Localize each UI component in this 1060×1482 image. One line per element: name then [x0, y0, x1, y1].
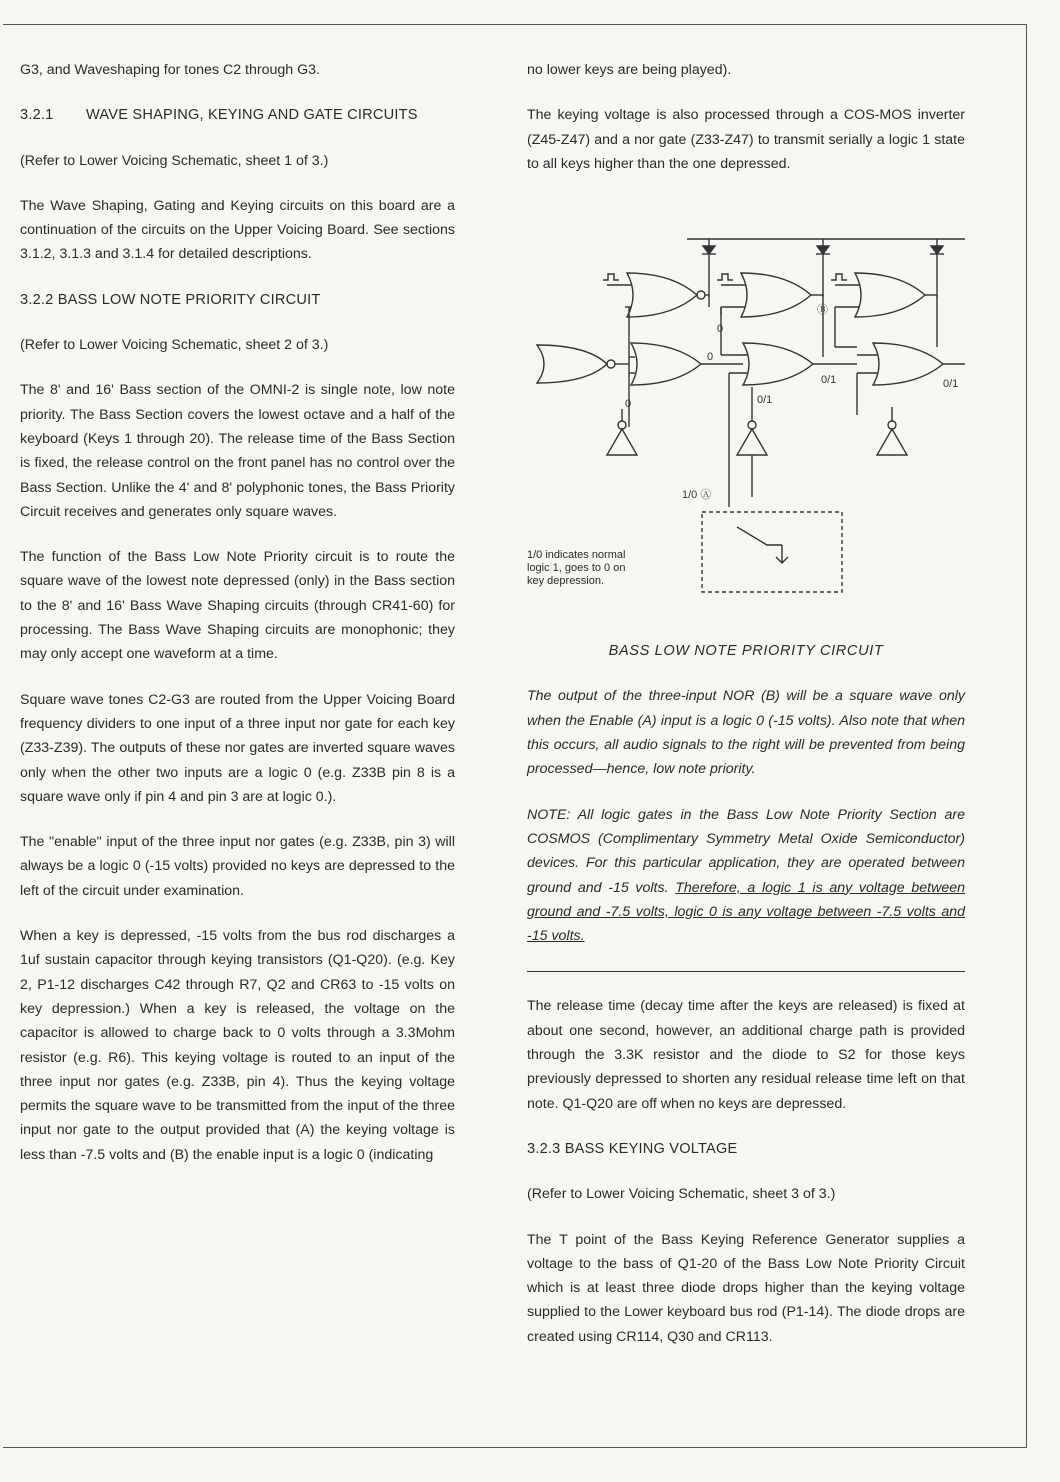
- arrow-icon: [776, 545, 788, 563]
- figure-caption: BASS LOW NOTE PRIORITY CIRCUIT: [608, 643, 884, 660]
- italic-paragraph: The output of the three-input NOR (B) will be a square wave only when the Enable (A) input is a logic 0 (-15 volts). Also note that when this occurs, all audio signals to the right will be prevented from being processed—hence, low note priority.: [527, 688, 965, 778]
- divider: [527, 969, 965, 972]
- paragraph: The function of the Bass Low Note Priority circuit is to route the square wave of the lowest note depressed (only) in the Bass section to the 8' and 16' Bass Wave Shaping circuits (through CR41-60) for processing. The Bass Wave Shaping circuits are monophonic; they may only accept one waveform at a time.: [20, 549, 455, 663]
- inverter-gate-icon: [537, 345, 629, 383]
- paragraph: (Refer to Lower Voicing Schematic, sheet 3 of 3.): [527, 1186, 836, 1203]
- diode-icon: [930, 239, 944, 297]
- right-column: [527, 58, 965, 1370]
- paragraph: When a key is depressed, -15 volts from the bus rod discharges a 1uf sustain capacitor through keying transistors (Q1-Q20). (e.g. Key 2, P1-12 discharges C42 through R7, Q2 and CR63 to -15 volts on key depression.) When a key is released, the voltage on the capacitor is allowed to charge back to 0 volts through a 3.3Mohm resistor (e.g. R6). This keying voltage is routed to an input of the three input nor gates (e.g. Z33B, pin 4). Thus the keying voltage permits the square wave to be transmitted from the input of the three input nor gate to the output provided that (A) the keying voltage is less than -7.5 volts and (B) the enable input is a logic 0 (indicating: [20, 928, 455, 1163]
- nor-gate-icon: [721, 273, 823, 317]
- section-heading-3-2-2: 3.2.2 BASS LOW NOTE PRIORITY CIRCUIT: [20, 291, 321, 308]
- paragraph: (Refer to Lower Voicing Schematic, sheet 2 of 3.): [20, 337, 329, 354]
- paragraph: Square wave tones C2-G3 are routed from the Upper Voicing Board frequency dividers to one input of a three input nor gate for each key (Z33-Z39). The outputs of these nor gates are inverted square waves only when the other two inputs are a logic 0 (e.g. Z33B pin 8 is a square wave only if pin 4 and pin 3 are at logic 0.).: [20, 691, 455, 805]
- diagram-note: [527, 549, 687, 588]
- square-wave-icon: [831, 274, 847, 280]
- nor-gate-icon: [629, 307, 743, 427]
- paragraph: The "enable" input of the three input nor gates (e.g. Z33B, pin 3) will always be a logic 0 (-15 volts) provided no keys are depressed to the left of the circuit under examination.: [20, 834, 455, 899]
- section-heading-3-2-1: [20, 103, 455, 127]
- nor-gate-icon: [835, 273, 937, 317]
- nor-gate-icon: [607, 273, 709, 317]
- node-label: 0/1: [943, 378, 959, 391]
- node-label: 0: [625, 398, 632, 411]
- square-wave-icon: [717, 274, 733, 280]
- diagram-note-line: 1/0 indicates normal: [527, 549, 626, 562]
- nor-gate-icon: [835, 295, 965, 385]
- note-text: NOTE: All logic gates in the Bass Low Note Priority Section are COSMOS (Complimentary Symmetry Metal Oxide Semiconductor) devices. For this particular application, they are operated between ground and -15 volts.: [527, 806, 965, 896]
- diagram-note-line: logic 1, goes to 0 on: [527, 562, 626, 575]
- section-heading-3-2-3: 3.2.3 BASS KEYING VOLTAGE: [527, 1140, 738, 1157]
- paragraph: The T point of the Bass Keying Reference Generator supplies a voltage to the bass of Q1-20 of the Bass Low Note Priority Circuit which is at least three diode drops higher than the keying voltage supplied to the Lower keyboard bus rod (P1-14). The diode drops are created using CR114, Q30 and CR113.: [527, 1231, 965, 1345]
- paragraph: The release time (decay time after the keys are released) is fixed at about one second, however, an additional charge path is provided through the 3.3K resistor and the diode to S2 for those keys previously depressed to shorten any residual release time left on that note. Q1-Q20 are off when no keys are depressed.: [527, 998, 965, 1112]
- diode-icon: [702, 239, 716, 297]
- node-label: 0/1: [821, 374, 837, 387]
- paragraph: (Refer to Lower Voicing Schematic, sheet 1 of 3.): [20, 152, 329, 169]
- paragraph: The 8' and 16' Bass section of the OMNI-2 is single note, low note priority. The Bass Section covers the lowest octave and a half of the keyboard (Keys 1 through 20). The release time of the Bass Section is fixed, the release control on the front panel has no control over the Bass Section. Unlike the 4' and 8' polyphonic tones, the Bass Priority Circuit receives and generates only square waves.: [20, 382, 455, 520]
- node-label: 0: [717, 323, 724, 336]
- paragraph: no lower keys are being played).: [527, 62, 732, 78]
- note-underlined-text: Therefore, a logic 1 is any voltage between ground and -7.5 volts, logic 0 is any voltage between -7.5 volts and -15 volts.: [527, 879, 966, 945]
- note-paragraph: [527, 803, 965, 949]
- paragraph: The keying voltage is also processed through a COS-MOS inverter (Z45-Z47) and a nor gate (Z33-Z47) to transmit serially a logic 1 state to all keys higher than the one depressed.: [527, 107, 965, 172]
- paragraph: The Wave Shaping, Gating and Keying circuits on this board are a continuation of the circuits on the Upper Voicing Board. See sections 3.1.2, 3.1.3 and 3.1.4 for detailed descriptions.: [20, 197, 455, 263]
- inverter-gate-icon: [877, 407, 907, 455]
- section-number: 3.2.1: [20, 107, 54, 124]
- square-wave-icon: [603, 274, 619, 280]
- inverter-gate-icon: [607, 409, 637, 455]
- section-title: WAVE SHAPING, KEYING AND GATE CIRCUITS: [86, 107, 418, 124]
- node-label: 0: [707, 351, 714, 364]
- node-label: 1/0 Ⓐ: [682, 489, 712, 502]
- left-column: [20, 58, 455, 1188]
- node-label: 0/1: [757, 394, 773, 407]
- diode-icon: [816, 239, 830, 297]
- paragraph: G3, and Waveshaping for tones C2 through G3.: [20, 62, 320, 78]
- node-label: Ⓑ: [817, 304, 828, 317]
- diagram-note-line: key depression.: [527, 575, 605, 588]
- key-switch-box: [702, 512, 842, 592]
- switch-icon: [737, 527, 782, 545]
- circuit-diagram: [527, 197, 965, 617]
